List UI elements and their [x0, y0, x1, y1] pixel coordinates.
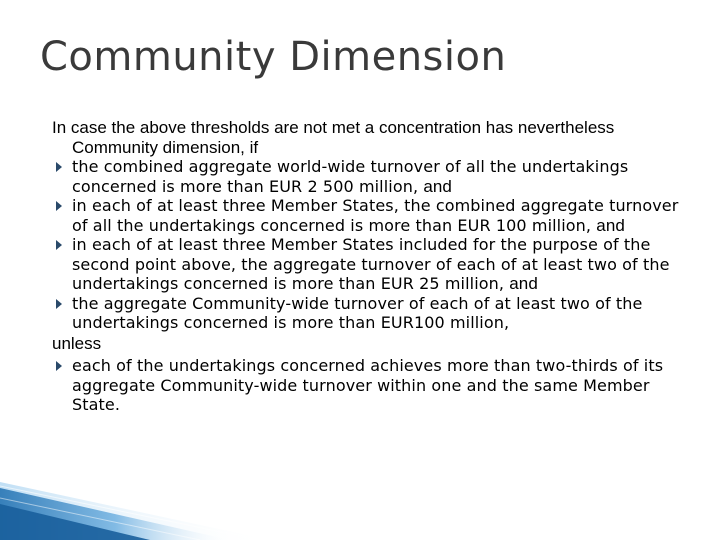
- triangle-bullet-icon: [56, 240, 62, 250]
- page-title: Community Dimension: [40, 34, 507, 80]
- list-item: [52, 235, 692, 294]
- slide-body: [52, 118, 692, 415]
- unless-keyword: unless: [52, 333, 102, 353]
- list-item: [52, 356, 692, 415]
- list-item: [52, 196, 692, 235]
- intro-text: In case the above thresholds are not met a concentration has nevertheless Community dimension, if: [52, 118, 615, 157]
- connector-keyword: and: [509, 274, 538, 293]
- connector-keyword: and: [423, 176, 452, 196]
- list-item-text: the aggregate Community-wide turnover of each of at least two of the undertakings concerned is more than EUR100 million,: [72, 293, 643, 332]
- triangle-bullet-icon: [56, 299, 62, 309]
- exception-text: each of the undertakings concerned achieves more than two-thirds of its aggregate Community-wide turnover within one and the same Member State.: [72, 356, 664, 414]
- corner-decoration: [0, 440, 720, 540]
- connector-keyword: and: [596, 215, 625, 235]
- triangle-bullet-icon: [56, 162, 62, 172]
- list-item-text: in each of at least three Member States, the combined aggregate turnover of all the undertakings concerned is more than EUR 100 million,: [72, 196, 679, 235]
- list-item: [52, 294, 692, 333]
- triangle-bullet-icon: [56, 201, 62, 211]
- list-item-text: the combined aggregate world-wide turnover of all the undertakings concerned is more than EUR 2 500 million,: [72, 157, 629, 196]
- list-item-text: in each of at least three Member States included for the purpose of the second point above, the aggregate turnover of each of at least two of the undertakings concerned is more than EUR 25 million,: [72, 235, 670, 293]
- triangle-bullet-icon: [56, 361, 62, 371]
- list-item: [52, 157, 692, 196]
